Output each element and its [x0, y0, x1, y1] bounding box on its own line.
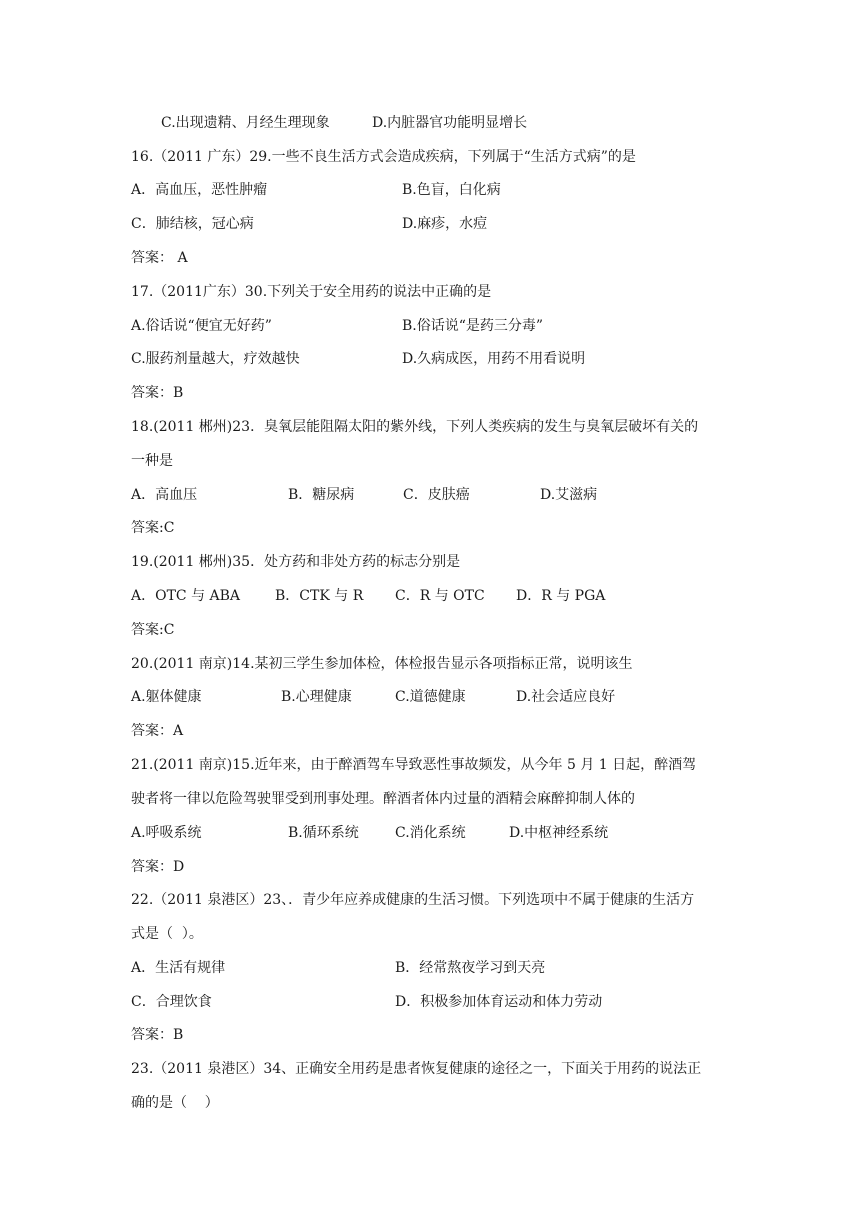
q16-answer: 答案： A — [131, 250, 188, 266]
q16-option-b: B.色盲，白化病 — [402, 182, 501, 198]
q22-option-d: D．积极参加体育运动和体力劳动 — [395, 994, 603, 1010]
q18-option-a: A．高血压 — [131, 487, 198, 503]
q21-option-c: C.消化系统 — [395, 825, 466, 841]
q20-option-d: D.社会适应良好 — [516, 689, 616, 705]
q21-answer: 答案：D — [131, 859, 185, 875]
q21-stem-line1: 21.(2011 南京)15.近年来，由于醉酒驾车导致恶性事故频发，从今年 5 月 1 日起，醉酒驾 — [131, 757, 697, 773]
q19-stem: 19.(2011 郴州)35．处方药和非处方药的标志分别是 — [131, 554, 461, 570]
q16-option-d: D.麻疹，水痘 — [402, 216, 488, 232]
q20-option-a: A.躯体健康 — [131, 689, 202, 705]
q22-option-c: C．合理饮食 — [131, 994, 212, 1010]
q18-option-c: C．皮肤癌 — [403, 487, 470, 503]
q18-answer: 答案:C — [131, 520, 175, 536]
q22-option-b: B．经常熬夜学习到天亮 — [395, 960, 546, 976]
q17-option-c: C.服药剂量越大，疗效越快 — [131, 351, 300, 367]
q16-option-c: C．肺结核，冠心病 — [131, 216, 254, 232]
q20-option-c: C.道德健康 — [395, 689, 466, 705]
q17-option-b: B.俗话说“是药三分毒” — [402, 318, 544, 334]
q19-option-b: B．CTK 与 R — [275, 588, 364, 604]
q17-option-d: D.久病成医，用药不用看说明 — [402, 351, 586, 367]
q16-stem: 16.（2011 广东）29.一些不良生活方式会造成疾病，下列属于“生活方式病”的是 — [131, 149, 636, 165]
q23-stem-line1: 23.（2011 泉港区）34、正确安全用药是患者恢复健康的途径之一，下面关于用药的说法正 — [131, 1061, 702, 1077]
q22-stem-line2: 式是（ ）。 — [131, 926, 203, 942]
q15-option-d: D.内脏器官功能明显增长 — [372, 115, 528, 131]
q19-answer: 答案:C — [131, 622, 175, 638]
q17-stem: 17.（2011广东）30.下列关于安全用药的说法中正确的是 — [131, 284, 492, 300]
q22-answer: 答案：B — [131, 1027, 184, 1043]
q20-option-b: B.心理健康 — [281, 689, 352, 705]
q17-option-a: A.俗话说“便宜无好药” — [131, 318, 272, 334]
q22-stem-line1: 22.（2011 泉港区）23、．青少年应养成健康的生活习惯。下列选项中不属于健康的生活方 — [131, 892, 695, 908]
q20-answer: 答案：A — [131, 723, 184, 739]
q15-option-c: C.出现遗精、月经生理现象 — [161, 115, 330, 131]
q21-option-d: D.中枢神经系统 — [509, 825, 609, 841]
q21-option-a: A.呼吸系统 — [131, 825, 202, 841]
q20-stem: 20.(2011 南京)14.某初三学生参加体检，体检报告显示各项指标正常，说明该生 — [131, 656, 633, 672]
q23-stem-line2: 确的是（ ） — [131, 1095, 219, 1111]
q16-option-a: A．高血压，恶性肿瘤 — [131, 182, 268, 198]
q17-answer: 答案：B — [131, 385, 184, 401]
q18-option-b: B．糖尿病 — [288, 487, 355, 503]
q22-option-a: A．生活有规律 — [131, 960, 226, 976]
q19-option-a: A．OTC 与 ABA — [131, 588, 241, 604]
q21-stem-line2: 驶者将一律以危险驾驶罪受到刑事处理。醉酒者体内过量的酒精会麻醉抑制人体的 — [131, 791, 635, 807]
q19-option-d: D．R 与 PGA — [516, 588, 606, 604]
q21-option-b: B.循环系统 — [288, 825, 359, 841]
q18-stem-line2: 一种是 — [131, 453, 173, 469]
q18-option-d: D.艾滋病 — [540, 487, 598, 503]
q18-stem-line1: 18.(2011 郴州)23．臭氧层能阻隔太阳的紫外线，下列人类疾病的发生与臭氧层破坏有关的 — [131, 419, 699, 435]
q19-option-c: C．R 与 OTC — [395, 588, 485, 604]
